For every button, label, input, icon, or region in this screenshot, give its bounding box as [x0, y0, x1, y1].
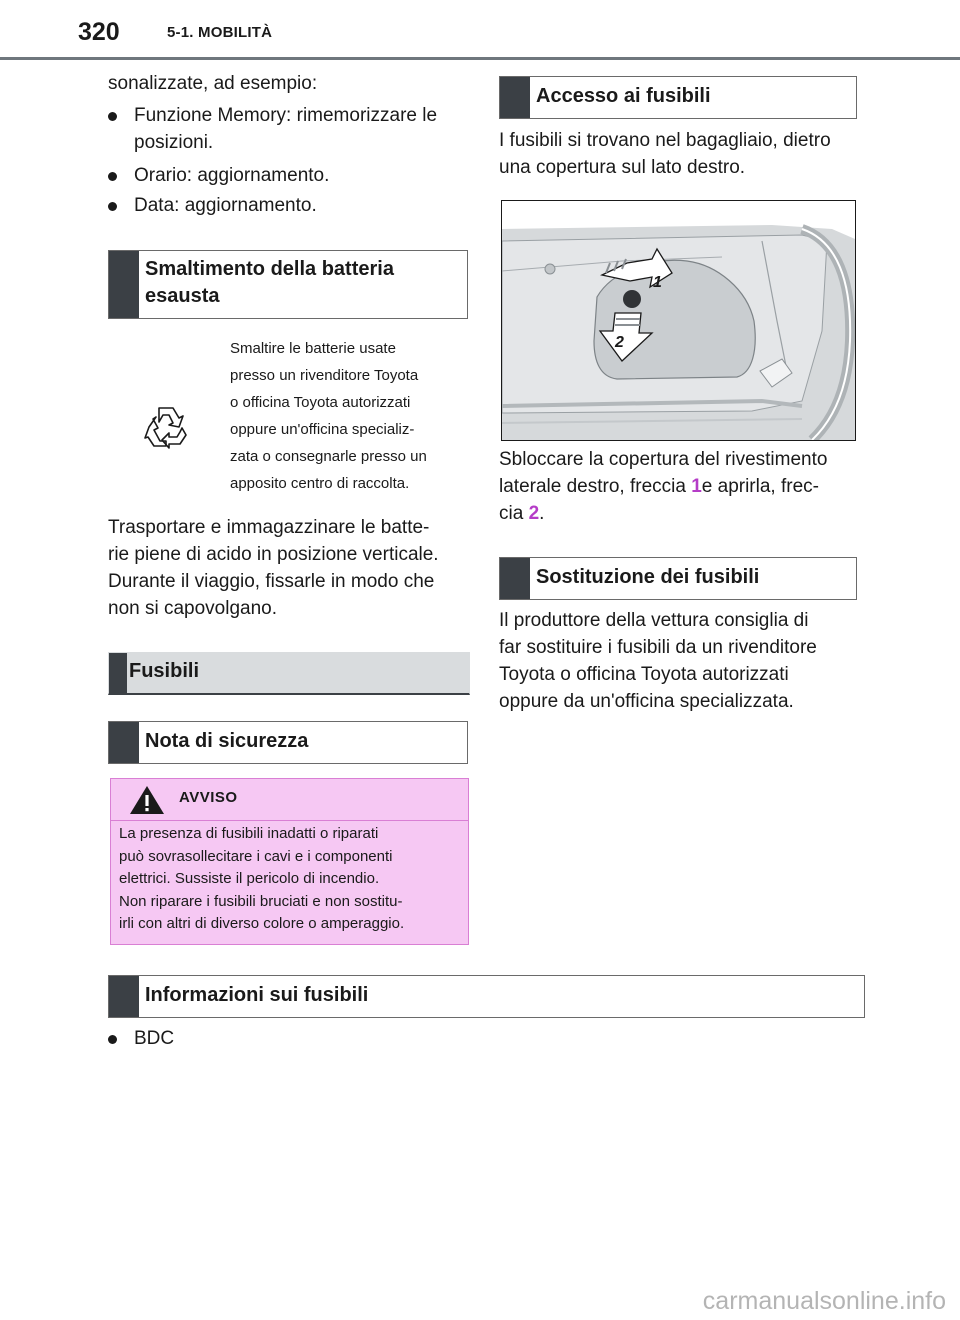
fuse-info-heading — [108, 975, 865, 1018]
warning-line: La presenza di fusibili inadatti o riparati — [119, 825, 379, 842]
bullet-text: Data: aggiornamento. — [134, 195, 317, 216]
warning-box — [110, 778, 469, 945]
replacement-paragraph — [499, 607, 817, 715]
heading-text: Sostituzione dei fusibili — [536, 566, 760, 588]
text-run: cia — [499, 503, 529, 524]
paragraph-line: Durante il viaggio, fissarle in modo che — [108, 571, 435, 592]
warning-line: elettrici. Sussiste il pericolo di incendio. — [119, 870, 380, 887]
paragraph-line: Trasportare e immagazzinare le batte- — [108, 517, 430, 538]
figure-label-1: 1 — [653, 274, 662, 291]
safety-note-heading — [108, 721, 468, 764]
text-run: laterale destro, freccia — [499, 476, 692, 497]
recycle-line: apposito centro di raccolta. — [230, 475, 410, 492]
arrow-number-2: 2 — [528, 503, 540, 524]
heading-text: Informazioni sui fusibili — [145, 984, 369, 1006]
recycle-text — [230, 335, 470, 497]
bullet-text: Funzione Memory: rimemorizzare le — [134, 105, 438, 126]
bullet-dot — [108, 1035, 117, 1044]
heading-bar — [109, 976, 139, 1017]
section-title: 5-1. MOBILITÀ — [167, 24, 273, 41]
header-rule — [0, 57, 960, 60]
bullet-dot — [108, 202, 117, 211]
bullet-dot — [108, 112, 117, 121]
heading-bar — [109, 251, 139, 318]
paragraph-line: Toyota o officina Toyota autorizzati — [499, 664, 789, 685]
transport-paragraph — [108, 514, 439, 622]
bullet-text: Orario: aggiornamento. — [134, 165, 330, 186]
access-paragraph — [499, 127, 831, 181]
warning-text — [119, 823, 460, 936]
heading-text: Accesso ai fusibili — [536, 85, 711, 107]
recycle-line: o officina Toyota autorizzati — [230, 394, 411, 411]
figure-label-2: 2 — [615, 334, 624, 351]
heading-bar — [500, 558, 530, 599]
paragraph-line: Il produttore della vettura consiglia di — [499, 610, 809, 631]
recycle-line: oppure un'officina specializ- — [230, 421, 415, 438]
arrow-number-1: 1 — [691, 476, 702, 497]
heading-text: Smaltimento della batteria — [145, 258, 394, 280]
warning-header — [111, 779, 468, 821]
heading-bar — [109, 653, 127, 693]
heading-bar — [500, 77, 530, 118]
bullet-item — [134, 102, 437, 156]
fuse-access-heading — [499, 76, 857, 119]
intro-text: sonalizzate, ad esempio: — [108, 73, 318, 94]
fuses-section-heading — [108, 652, 470, 695]
recycle-line: Smaltire le batterie usate — [230, 340, 396, 357]
recycle-line: presso un rivenditore Toyota — [230, 367, 419, 384]
warning-line: irli con altri di diverso colore o amperaggio. — [119, 915, 405, 932]
bullet-dot — [108, 172, 117, 181]
heading-text: esausta — [145, 285, 220, 307]
paragraph-line — [499, 500, 827, 527]
trunk-drawing — [502, 201, 855, 440]
battery-disposal-heading — [108, 250, 468, 319]
bullet-item — [134, 162, 329, 189]
text-run: e aprirla, frec- — [701, 476, 819, 497]
watermark-text: carmanualsonline.info — [702, 1287, 946, 1315]
paragraph-line — [499, 473, 827, 500]
paragraph-line: far sostituire i fusibili da un rivenditore — [499, 637, 817, 658]
recycle-icon — [142, 402, 190, 452]
fuse-replacement-heading — [499, 557, 857, 600]
heading-text: Nota di sicurezza — [145, 730, 309, 752]
bullet-item — [134, 1025, 174, 1052]
heading-text: Fusibili — [129, 660, 199, 682]
paragraph-line: rie piene di acido in posizione verticale. — [108, 544, 439, 565]
text-run: . — [539, 503, 545, 524]
warning-line: può sovrasollecitare i cavi e i componenti — [119, 847, 393, 865]
bullet-text: BDC — [134, 1028, 175, 1049]
trunk-fuse-cover-illustration — [501, 200, 856, 441]
page-number: 320 — [78, 18, 120, 46]
paragraph-line: non si capovolgano. — [108, 598, 278, 619]
paragraph-line: Sbloccare la copertura del rivestimento — [499, 449, 828, 470]
warning-triangle-icon — [129, 785, 165, 815]
paragraph-line: I fusibili si trovano nel bagagliaio, dietro — [499, 130, 831, 151]
paragraph-line: oppure da un'officina specializzata. — [499, 691, 794, 712]
heading-bar — [109, 722, 139, 763]
warning-line: Non riparare i fusibili bruciati e non sostitu- — [119, 892, 403, 910]
warning-title: AVVISO — [179, 789, 238, 806]
bullet-item — [134, 192, 317, 219]
unlock-instructions — [499, 446, 827, 527]
paragraph-line: una copertura sul lato destro. — [499, 157, 746, 178]
recycle-line: zata o consegnarle presso un — [230, 448, 427, 465]
bullet-text: posizioni. — [134, 132, 214, 153]
